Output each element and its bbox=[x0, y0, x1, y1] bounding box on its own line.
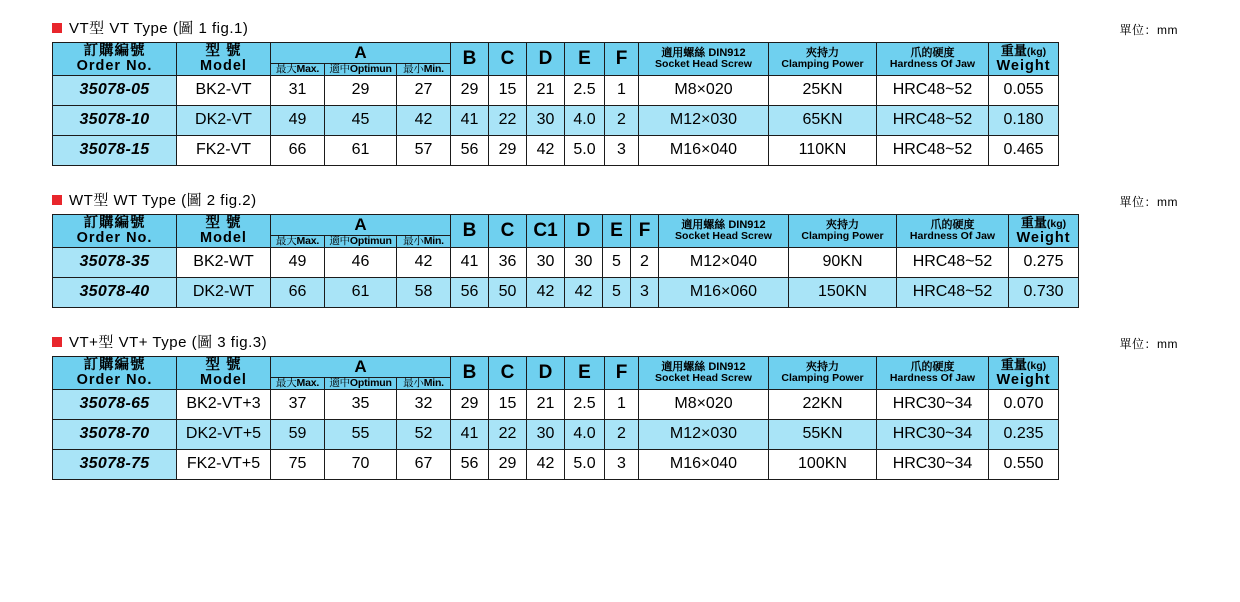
section-vtplus-type bbox=[0, 328, 1240, 480]
cell-a-opt: 61 bbox=[325, 278, 397, 308]
table-row bbox=[53, 248, 1079, 278]
col-e: E bbox=[603, 215, 631, 248]
cell-a-max: 66 bbox=[271, 136, 325, 166]
cell-c: 29 bbox=[489, 136, 527, 166]
cell-e: 5.0 bbox=[565, 450, 605, 480]
cell-order-no: 35078-40 bbox=[53, 278, 177, 308]
col-screw: 適用螺絲 DIN912 Socket Head Screw bbox=[659, 215, 789, 248]
red-square-bullet-icon bbox=[52, 195, 62, 205]
cell-screw: M16×060 bbox=[659, 278, 789, 308]
cell-f: 1 bbox=[605, 76, 639, 106]
col-c1: C1 bbox=[527, 215, 565, 248]
cell-model: BK2-VT bbox=[177, 76, 271, 106]
cell-d: 42 bbox=[565, 278, 603, 308]
col-a-min: 最小Min. bbox=[397, 64, 451, 76]
col-order-no: 訂購編號 Order No. bbox=[53, 43, 177, 76]
cell-d: 21 bbox=[527, 390, 565, 420]
section-spacer bbox=[0, 166, 1240, 186]
section-title-group bbox=[52, 17, 248, 38]
cell-a-min: 67 bbox=[397, 450, 451, 480]
cell-hardness: HRC48~52 bbox=[877, 136, 989, 166]
cell-hardness: HRC48~52 bbox=[897, 278, 1009, 308]
cell-a-opt: 45 bbox=[325, 106, 397, 136]
cell-a-opt: 70 bbox=[325, 450, 397, 480]
col-d: D bbox=[527, 43, 565, 76]
cell-order-no: 35078-65 bbox=[53, 390, 177, 420]
cell-e: 2.5 bbox=[565, 76, 605, 106]
cell-d: 30 bbox=[527, 420, 565, 450]
cell-screw: M16×040 bbox=[639, 450, 769, 480]
cell-f: 2 bbox=[605, 420, 639, 450]
table-header-row-top bbox=[53, 43, 1059, 64]
cell-c: 22 bbox=[489, 106, 527, 136]
cell-a-opt: 35 bbox=[325, 390, 397, 420]
cell-power: 25KN bbox=[769, 76, 877, 106]
col-b: B bbox=[451, 357, 489, 390]
section-header bbox=[52, 14, 1240, 38]
cell-a-opt: 46 bbox=[325, 248, 397, 278]
col-f: F bbox=[605, 357, 639, 390]
cell-b: 56 bbox=[451, 450, 489, 480]
table-row bbox=[53, 450, 1059, 480]
cell-e: 5.0 bbox=[565, 136, 605, 166]
section-spacer bbox=[0, 308, 1240, 328]
cell-weight: 0.275 bbox=[1009, 248, 1079, 278]
col-screw: 適用螺絲 DIN912 Socket Head Screw bbox=[639, 357, 769, 390]
cell-a-min: 52 bbox=[397, 420, 451, 450]
cell-c1: 30 bbox=[527, 248, 565, 278]
cell-d: 42 bbox=[527, 450, 565, 480]
cell-a-max: 59 bbox=[271, 420, 325, 450]
cell-order-no: 35078-70 bbox=[53, 420, 177, 450]
cell-d: 21 bbox=[527, 76, 565, 106]
col-weight: 重量(kg) Weight bbox=[989, 357, 1059, 390]
cell-power: 100KN bbox=[769, 450, 877, 480]
cell-screw: M16×040 bbox=[639, 136, 769, 166]
table-header-row-top bbox=[53, 357, 1059, 378]
table-row bbox=[53, 278, 1079, 308]
section-vt-type bbox=[0, 0, 1240, 166]
col-b: B bbox=[451, 43, 489, 76]
col-f: F bbox=[605, 43, 639, 76]
cell-model: BK2-WT bbox=[177, 248, 271, 278]
cell-a-min: 57 bbox=[397, 136, 451, 166]
cell-c: 22 bbox=[489, 420, 527, 450]
table-row bbox=[53, 390, 1059, 420]
cell-b: 56 bbox=[451, 278, 489, 308]
cell-e: 4.0 bbox=[565, 420, 605, 450]
cell-weight: 0.550 bbox=[989, 450, 1059, 480]
cell-power: 22KN bbox=[769, 390, 877, 420]
cell-screw: M8×020 bbox=[639, 76, 769, 106]
col-model: 型 號 Model bbox=[177, 215, 271, 248]
table-row bbox=[53, 420, 1059, 450]
col-screw: 適用螺絲 DIN912 Socket Head Screw bbox=[639, 43, 769, 76]
cell-hardness: HRC30~34 bbox=[877, 450, 989, 480]
red-square-bullet-icon bbox=[52, 23, 62, 33]
section-title-group bbox=[52, 331, 267, 352]
col-model: 型 號 Model bbox=[177, 43, 271, 76]
cell-order-no: 35078-10 bbox=[53, 106, 177, 136]
col-a-max: 最大Max. bbox=[271, 378, 325, 390]
cell-c1: 42 bbox=[527, 278, 565, 308]
table-row bbox=[53, 76, 1059, 106]
cell-b: 29 bbox=[451, 390, 489, 420]
cell-b: 56 bbox=[451, 136, 489, 166]
cell-f: 3 bbox=[631, 278, 659, 308]
col-clamping-power: 夾持力 Clamping Power bbox=[769, 43, 877, 76]
cell-c: 15 bbox=[489, 76, 527, 106]
cell-a-max: 31 bbox=[271, 76, 325, 106]
col-e: E bbox=[565, 357, 605, 390]
cell-a-max: 66 bbox=[271, 278, 325, 308]
cell-a-opt: 55 bbox=[325, 420, 397, 450]
cell-a-max: 49 bbox=[271, 248, 325, 278]
cell-a-min: 27 bbox=[397, 76, 451, 106]
col-model: 型 號 Model bbox=[177, 357, 271, 390]
cell-f: 2 bbox=[605, 106, 639, 136]
cell-f: 2 bbox=[631, 248, 659, 278]
cell-order-no: 35078-75 bbox=[53, 450, 177, 480]
col-group-a: A bbox=[271, 357, 451, 378]
cell-a-min: 32 bbox=[397, 390, 451, 420]
section-title: VT型 VT Type (圖 1 fig.1) bbox=[69, 20, 249, 37]
col-order-no: 訂購編號 Order No. bbox=[53, 357, 177, 390]
cell-model: BK2-VT+3 bbox=[177, 390, 271, 420]
col-a-optimum: 適中Optimun bbox=[325, 378, 397, 390]
col-weight: 重量(kg) Weight bbox=[1009, 215, 1079, 248]
cell-e: 5 bbox=[603, 278, 631, 308]
cell-screw: M8×020 bbox=[639, 390, 769, 420]
cell-screw: M12×030 bbox=[639, 106, 769, 136]
col-d: D bbox=[565, 215, 603, 248]
col-a-optimum: 適中Optimun bbox=[325, 236, 397, 248]
col-order-no: 訂購編號 Order No. bbox=[53, 215, 177, 248]
cell-d: 30 bbox=[527, 106, 565, 136]
cell-model: FK2-VT bbox=[177, 136, 271, 166]
cell-power: 90KN bbox=[789, 248, 897, 278]
cell-hardness: HRC30~34 bbox=[877, 390, 989, 420]
spec-table-vtplus bbox=[52, 356, 1059, 480]
cell-f: 3 bbox=[605, 136, 639, 166]
cell-power: 150KN bbox=[789, 278, 897, 308]
cell-screw: M12×030 bbox=[639, 420, 769, 450]
cell-b: 41 bbox=[451, 420, 489, 450]
red-square-bullet-icon bbox=[52, 337, 62, 347]
section-title: WT型 WT Type (圖 2 fig.2) bbox=[69, 192, 257, 210]
cell-e: 5 bbox=[603, 248, 631, 278]
col-a-min: 最小Min. bbox=[397, 236, 451, 248]
section-title: VT+型 VT+ Type (圖 3 fig.3) bbox=[69, 334, 268, 352]
col-c: C bbox=[489, 215, 527, 248]
cell-screw: M12×040 bbox=[659, 248, 789, 278]
cell-order-no: 35078-15 bbox=[53, 136, 177, 166]
cell-power: 65KN bbox=[769, 106, 877, 136]
cell-e: 4.0 bbox=[565, 106, 605, 136]
col-hardness: 爪的硬度 Hardness Of Jaw bbox=[877, 357, 989, 390]
section-header bbox=[52, 186, 1240, 210]
cell-a-min: 42 bbox=[397, 106, 451, 136]
unit-note: 單位：mm bbox=[1119, 23, 1178, 37]
section-title-group bbox=[52, 189, 257, 210]
col-c: C bbox=[489, 43, 527, 76]
cell-a-min: 42 bbox=[397, 248, 451, 278]
cell-model: DK2-VT+5 bbox=[177, 420, 271, 450]
table-header-row-top bbox=[53, 215, 1079, 236]
cell-d: 42 bbox=[527, 136, 565, 166]
section-wt-type bbox=[0, 186, 1240, 308]
cell-weight: 0.055 bbox=[989, 76, 1059, 106]
cell-a-opt: 29 bbox=[325, 76, 397, 106]
cell-power: 110KN bbox=[769, 136, 877, 166]
cell-model: DK2-WT bbox=[177, 278, 271, 308]
cell-hardness: HRC48~52 bbox=[897, 248, 1009, 278]
col-a-min: 最小Min. bbox=[397, 378, 451, 390]
cell-model: DK2-VT bbox=[177, 106, 271, 136]
spec-table-vt bbox=[52, 42, 1059, 166]
col-weight: 重量(kg) Weight bbox=[989, 43, 1059, 76]
col-clamping-power: 夾持力 Clamping Power bbox=[789, 215, 897, 248]
col-e: E bbox=[565, 43, 605, 76]
cell-weight: 0.235 bbox=[989, 420, 1059, 450]
cell-weight: 0.070 bbox=[989, 390, 1059, 420]
col-a-max: 最大Max. bbox=[271, 64, 325, 76]
cell-b: 29 bbox=[451, 76, 489, 106]
cell-hardness: HRC48~52 bbox=[877, 106, 989, 136]
cell-b: 41 bbox=[451, 106, 489, 136]
cell-hardness: HRC48~52 bbox=[877, 76, 989, 106]
col-group-a: A bbox=[271, 43, 451, 64]
col-group-a: A bbox=[271, 215, 451, 236]
cell-d: 30 bbox=[565, 248, 603, 278]
table-row bbox=[53, 106, 1059, 136]
spec-table-wt bbox=[52, 214, 1079, 308]
cell-f: 3 bbox=[605, 450, 639, 480]
cell-hardness: HRC30~34 bbox=[877, 420, 989, 450]
cell-b: 41 bbox=[451, 248, 489, 278]
unit-note: 單位：mm bbox=[1119, 195, 1178, 210]
cell-a-max: 49 bbox=[271, 106, 325, 136]
cell-weight: 0.180 bbox=[989, 106, 1059, 136]
section-header bbox=[52, 328, 1240, 352]
col-d: D bbox=[527, 357, 565, 390]
cell-f: 1 bbox=[605, 390, 639, 420]
col-b: B bbox=[451, 215, 489, 248]
col-f: F bbox=[631, 215, 659, 248]
col-hardness: 爪的硬度 Hardness Of Jaw bbox=[897, 215, 1009, 248]
cell-c: 29 bbox=[489, 450, 527, 480]
cell-a-opt: 61 bbox=[325, 136, 397, 166]
cell-a-max: 37 bbox=[271, 390, 325, 420]
cell-a-min: 58 bbox=[397, 278, 451, 308]
cell-a-max: 75 bbox=[271, 450, 325, 480]
cell-e: 2.5 bbox=[565, 390, 605, 420]
table-row bbox=[53, 136, 1059, 166]
unit-note: 單位：mm bbox=[1119, 337, 1178, 352]
cell-model: FK2-VT+5 bbox=[177, 450, 271, 480]
cell-c: 15 bbox=[489, 390, 527, 420]
col-hardness: 爪的硬度 Hardness Of Jaw bbox=[877, 43, 989, 76]
cell-c: 36 bbox=[489, 248, 527, 278]
cell-power: 55KN bbox=[769, 420, 877, 450]
col-c: C bbox=[489, 357, 527, 390]
cell-order-no: 35078-35 bbox=[53, 248, 177, 278]
cell-order-no: 35078-05 bbox=[53, 76, 177, 106]
cell-weight: 0.465 bbox=[989, 136, 1059, 166]
col-a-max: 最大Max. bbox=[271, 236, 325, 248]
col-a-optimum: 適中Optimun bbox=[325, 64, 397, 76]
cell-c: 50 bbox=[489, 278, 527, 308]
col-clamping-power: 夾持力 Clamping Power bbox=[769, 357, 877, 390]
cell-weight: 0.730 bbox=[1009, 278, 1079, 308]
